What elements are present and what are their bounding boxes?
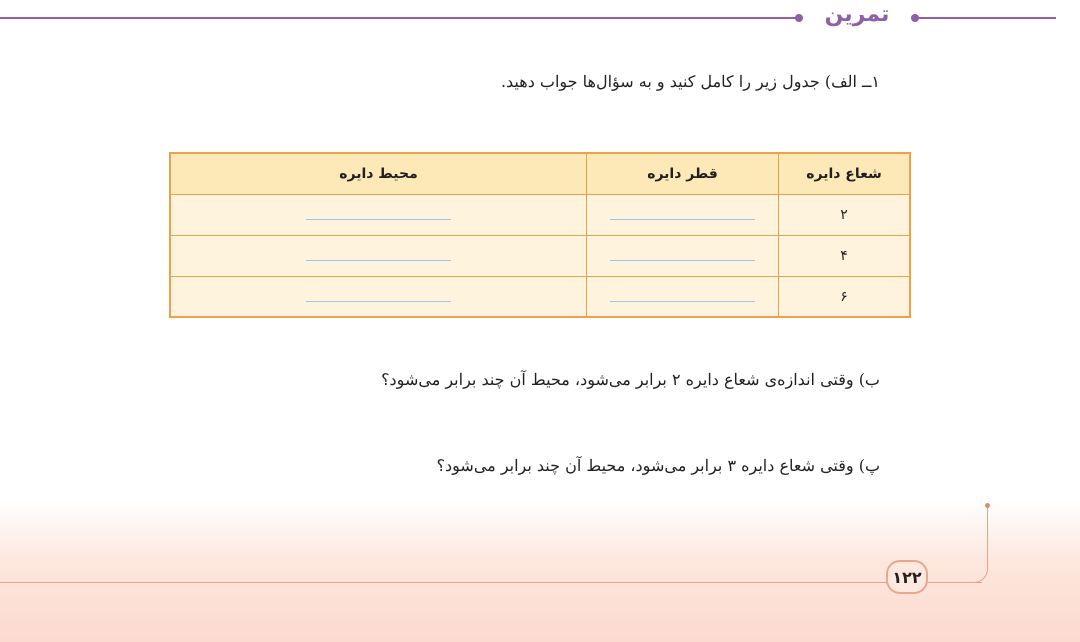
table-row (171, 195, 909, 236)
footer-corner-ornament (964, 505, 988, 583)
footer-dot (985, 503, 990, 508)
header-divider-left (0, 17, 802, 19)
header-diameter: قطر دایره (586, 154, 778, 194)
header-divider-right (912, 17, 1056, 19)
diameter-answer-blank[interactable] (586, 195, 778, 235)
radius-value: ۲ (778, 195, 909, 235)
diameter-answer-blank[interactable] (586, 277, 778, 317)
question-b: ب) وقتی اندازه‌ی شعاع دایره ۲ برابر می‌شود، محیط آن چند برابر می‌شود؟ (381, 370, 880, 389)
header-dot-left (795, 14, 803, 22)
footer-rule (0, 582, 888, 583)
section-title: تمرین (824, 2, 890, 27)
diameter-answer-blank[interactable] (586, 236, 778, 276)
header-radius: شعاع دایره (778, 154, 909, 194)
circumference-answer-blank[interactable] (171, 236, 586, 276)
radius-value: ۴ (778, 236, 909, 276)
table-header-row (171, 154, 909, 195)
question-a: ۱ــ الف) جدول زیر را کامل کنید و به سؤال‌ها جواب دهید. (500, 72, 880, 91)
table-row (171, 277, 909, 317)
radius-value: ۶ (778, 277, 909, 317)
table-row (171, 236, 909, 277)
circumference-answer-blank[interactable] (171, 195, 586, 235)
circumference-answer-blank[interactable] (171, 277, 586, 317)
question-c: پ) وقتی شعاع دایره ۳ برابر می‌شود، محیط آن چند برابر می‌شود؟ (436, 456, 880, 475)
circle-table (169, 152, 911, 318)
header-circumference: محیط دایره (339, 166, 418, 182)
page-number: ۱۲۲ (886, 560, 928, 594)
